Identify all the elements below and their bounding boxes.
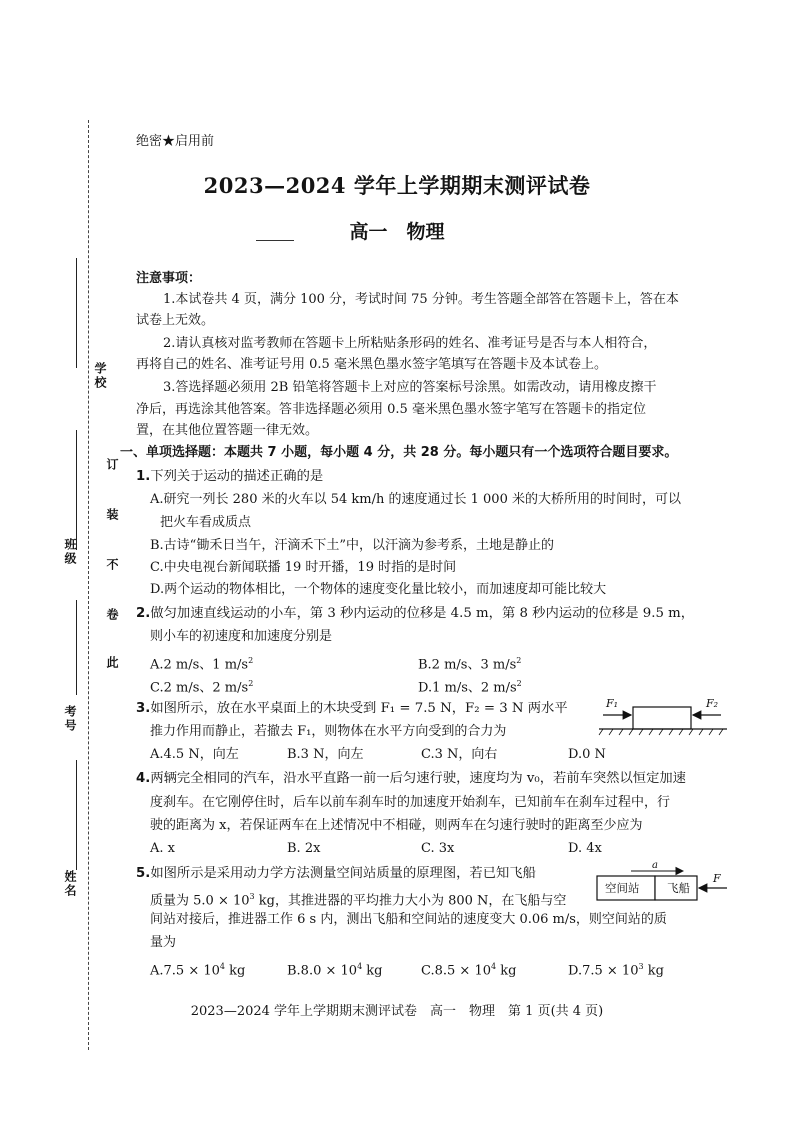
question-3-stem [136,699,568,718]
school-label: 学校 [93,362,107,390]
unit: kg [225,963,246,979]
q5-stem-cont: 间站对接后，推进器工作 6 s 内，测出飞船和空间站的速度变大 0.06 m/s，则空间站的质 [150,912,667,927]
q2-option-a-text: A.2 m/s、1 m/s [150,657,249,673]
class-blank [76,430,77,550]
q2-option-c-text: C.2 m/s、2 m/s [150,680,249,696]
q3-option-c: C.3 N，向右 [421,747,498,762]
question-text: 如图所示是采用动力学方法测量空间站质量的原理图，若已知飞船 [150,866,536,881]
school-blank [76,258,77,368]
q5-option-a-text: A.7.5 × 10 [150,963,220,979]
exam-subtitle: 高一 物理 [349,221,445,243]
notice-line: 置，在其他位置答题一律无效。 [136,423,319,438]
q1-option-b: B.古诗“锄禾日当午，汗滴禾下土”中，以汗滴为参考系，土地是静止的 [150,538,554,553]
notice-line: 2.请认真核对监考教师在答题卡上所粘贴条形码的姓名、准考证号是否与本人相符合， [163,336,657,351]
q4-option-c: C. 3x [421,841,455,856]
thrust-label: F [713,872,721,885]
section-heading: 一、单项选择题：本题共 7 小题，每小题 4 分，共 28 分。每小题只有一个选项符合题目要求。 [120,445,678,460]
q5-stem-cont [150,887,566,910]
q4-stem-cont: 驶的距离为 x，若保证两车在上述情况中不相碰，则两车在匀速行驶时的距离至少应为 [150,818,643,833]
secret-mark: 绝密★启用前 [136,134,215,149]
q3-option-a: A.4.5 N，向左 [150,747,239,762]
superscript: 2 [516,679,522,688]
warning-char-1: 订 [105,458,119,472]
question-number: 2. [136,606,151,621]
f1-label: F₁ [606,697,619,710]
unit: kg [643,963,664,979]
f2-label: F₂ [706,697,719,710]
q5-mass-text-cont: kg，其推进器的平均推力大小为 800 N，在飞船与空 [254,893,567,909]
q5-option-a [150,957,245,980]
question-5-stem [136,864,536,883]
q2-option-b-text: B.2 m/s、3 m/s [418,657,517,673]
question-text: 两辆完全相同的汽车，沿水平直路一前一后匀速行驶，速度均为 v₀，若前车突然以恒定加速 [150,771,686,786]
question-text: 如图所示，放在水平桌面上的木块受到 F₁ = 7.5 N，F₂ = 3 N 两水平 [150,701,568,716]
q5-option-d [568,957,664,980]
notice-line: 1.本试卷共 4 页，满分 100 分，考试时间 75 分钟。考生答题全部答在答题卡上，答在本 [163,292,679,307]
q5-option-c-text: C.8.5 × 10 [421,963,491,979]
name-label: 姓名 [63,870,77,898]
unit: kg [362,963,383,979]
superscript: 3 [638,962,644,971]
q5-mass-text: 质量为 5.0 × 10 [150,893,250,909]
notice-line: 3.答选择题必须用 2B 铅笔将答题卡上对应的答案标号涂黑。如需改动，请用橡皮擦干 [163,380,657,395]
question-text: 做匀加速直线运动的小车，第 3 秒内运动的位移是 4.5 m，第 8 秒内运动的位移是 9.5 m， [150,606,695,621]
superscript: 4 [219,962,225,971]
notice-line: 再将自己的姓名、准考证号用 0.5 毫米黑色墨水签字笔填写在答题卡及本试卷上。 [136,357,607,372]
binding-dashed-line [88,120,89,1050]
q2-option-b [418,651,521,674]
notice-line: 净后，再选涂其他答案。答非选择题必须用 0.5 毫米黑色墨水签字笔写在答题卡的指定位 [136,402,646,417]
question-text: 下列关于运动的描述正确的是 [150,469,324,484]
hatching [599,729,723,735]
warning-char-2: 装 [105,508,119,522]
q4-option-d: D. 4x [568,841,602,856]
question-number: 3. [136,701,151,716]
q4-option-a: A. x [150,841,175,856]
question-4-stem [136,769,686,788]
superscript: 4 [491,962,497,971]
wood-block [633,707,691,729]
q2-stem-cont: 则小车的初速度和加速度分别是 [150,629,333,644]
superscript: 2 [248,656,254,665]
warning-char-4: 卷 [105,608,119,622]
space-station-label: 空间站 [605,881,640,895]
superscript: 2 [248,679,254,688]
q1-option-d: D.两个运动的物体相比，一个物体的速度变化量比较小，而加速度却可能比较大 [150,582,607,597]
q5-option-b [287,957,383,980]
acceleration-label: a [652,860,658,871]
superscript: 2 [516,656,522,665]
q3-stem-cont: 推力作用而静止，若撤去 F₁，则物体在水平方向受到的合力为 [150,724,507,739]
q3-option-b: B.3 N，向左 [287,747,364,762]
q2-option-c [150,674,253,697]
warning-char-3: 不 [105,558,119,572]
notice-heading: 注意事项： [136,271,202,286]
superscript: 4 [357,962,363,971]
exam-title: 2023—2024 学年上学期期末测评试卷 [203,173,591,198]
exam-no-label: 考号 [63,705,77,733]
class-label: 班级 [63,538,77,566]
q5-option-d-text: D.7.5 × 10 [568,963,639,979]
q2-option-d-text: D.1 m/s、2 m/s [418,680,517,696]
q4-option-b: B. 2x [287,841,321,856]
q3-option-d: D.0 N [568,747,606,762]
notice-line: 试卷上无效。 [136,313,215,328]
warning-char-5: 此 [105,656,119,670]
page-footer: 2023—2024 学年上学期期末测评试卷 高一 物理 第 1 页(共 4 页) [190,1004,604,1019]
question-number: 1. [136,469,151,484]
q5-option-b-text: B.8.0 × 10 [287,963,358,979]
question-1-stem [136,467,323,486]
question-number: 5. [136,866,151,881]
q4-stem-cont: 度刹车。在它刚停住时，后车以前车刹车时的加速度开始刹车，已知前车在刹车过程中，行 [150,795,671,810]
decorative-rule [256,240,294,241]
q5-stem-cont: 量为 [150,935,177,950]
spaceship-label: 飞船 [667,881,690,895]
q1-option-a: A.研究一列长 280 米的火车以 54 km/h 的速度通过长 1 000 米的大桥所用的时间时，可以 [150,492,681,507]
name-blank [76,760,77,870]
q2-option-a [150,651,253,674]
exam-no-blank [76,600,77,695]
superscript: 3 [249,892,255,901]
question-number: 4. [136,771,151,786]
q1-option-c: C.中央电视台新闻联播 19 时开播，19 时指的是时间 [150,560,457,575]
q5-option-c [421,957,516,980]
unit: kg [496,963,517,979]
q1-option-a-cont: 把火车看成质点 [160,515,252,530]
q2-option-d [418,674,522,697]
question-2-stem [136,604,694,623]
